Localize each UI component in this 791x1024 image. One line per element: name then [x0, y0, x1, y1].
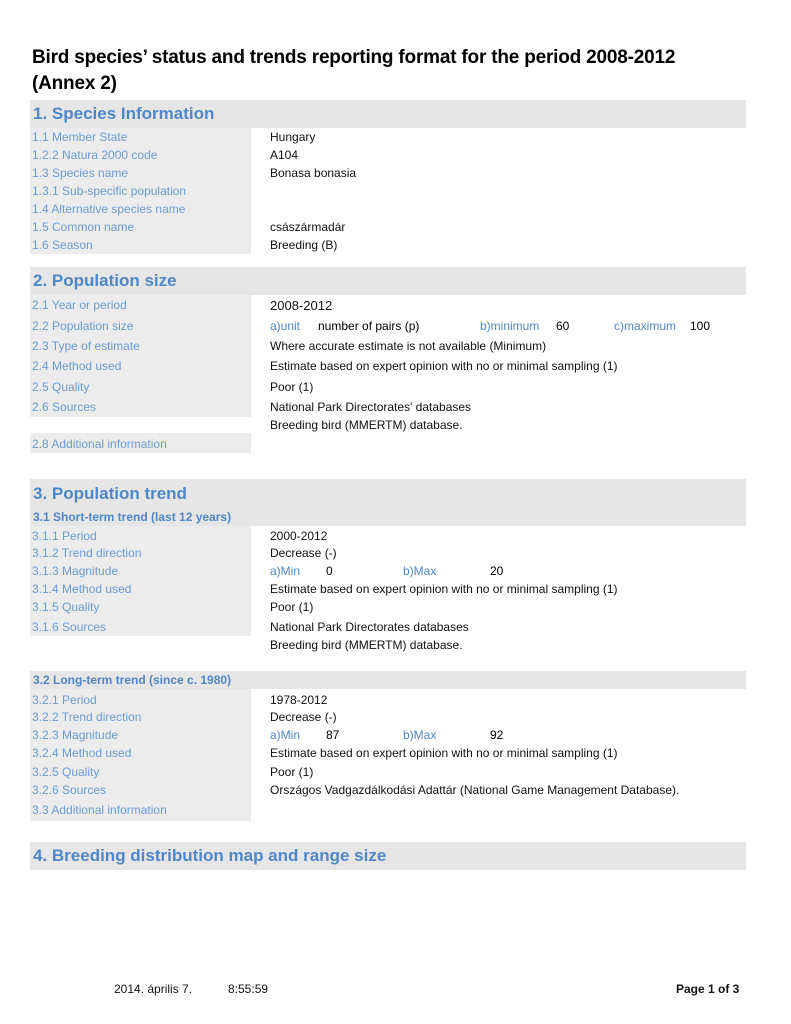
trend-additional-information-label: 3.3 Additional information [32, 803, 167, 817]
short-sources-label: 3.1.6 Sources [32, 620, 107, 634]
short-method-label: 3.1.4 Method used [32, 582, 132, 596]
unit-value: number of pairs (p) [318, 319, 420, 333]
short-method-value: Estimate based on expert opinion with no or minimal sampling (1) [270, 582, 618, 596]
natura-code-label: 1.2.2 Natura 2000 code [32, 148, 158, 162]
short-sources-line-2: Breeding bird (MMERTM) database. [270, 638, 463, 652]
short-sources-line-1: National Park Directorates databases [270, 620, 469, 634]
season-value: Breeding (B) [270, 238, 338, 252]
estimate-type-label: 2.3 Type of estimate [32, 339, 140, 353]
natura-code-value: A104 [270, 148, 299, 162]
sources-label: 2.6 Sources [32, 400, 97, 414]
title-line-1: Bird species’ status and trends reporting format for the period 2008-2012 [32, 47, 676, 68]
short-min-label: a)Min [270, 564, 301, 578]
sub-specific-population-label: 1.3.1 Sub-specific population [32, 184, 187, 198]
footer-time: 8:55:59 [228, 982, 269, 996]
long-magnitude-label: 3.2.3 Magnitude [32, 728, 119, 742]
additional-information-label: 2.8 Additional information [32, 437, 167, 451]
minimum-value: 60 [556, 319, 570, 333]
sources-line-2: Breeding bird (MMERTM) database. [270, 418, 463, 432]
short-period-label: 3.1.1 Period [32, 529, 97, 543]
short-quality-label: 3.1.5 Quality [32, 600, 100, 614]
long-period-value: 1978-2012 [270, 693, 328, 707]
long-period-label: 3.2.1 Period [32, 693, 97, 707]
long-quality-value: Poor (1) [270, 765, 314, 779]
unit-label: a)unit [270, 319, 301, 333]
maximum-value: 100 [690, 319, 711, 333]
common-name-label: 1.5 Common name [32, 220, 135, 234]
long-quality-label: 3.2.5 Quality [32, 765, 100, 779]
quality-label: 2.5 Quality [32, 380, 90, 394]
short-max-label: b)Max [403, 564, 437, 578]
short-period-value: 2000-2012 [270, 529, 328, 543]
section-3-heading: 3. Population trend [30, 479, 746, 509]
short-direction-label: 3.1.2 Trend direction [32, 546, 142, 560]
alternative-species-name-label: 1.4 Alternative species name [32, 202, 186, 216]
season-label: 1.6 Season [32, 238, 93, 252]
common-name-value: császármadár [270, 220, 346, 234]
method-used-value: Estimate based on expert opinion with no or minimal sampling (1) [270, 359, 618, 373]
long-max-label: b)Max [403, 728, 437, 742]
section-2-label-column [30, 295, 251, 417]
long-sources-label: 3.2.6 Sources [32, 783, 107, 797]
species-name-label: 1.3 Species name [32, 166, 129, 180]
population-size-label: 2.2 Population size [32, 319, 134, 333]
method-used-label: 2.4 Method used [32, 359, 122, 373]
member-state-label: 1.1 Member State [32, 130, 128, 144]
species-name-value: Bonasa bonasia [270, 166, 357, 180]
sources-line-1: National Park Directorates' databases [270, 400, 472, 414]
long-direction-value: Decrease (-) [270, 710, 337, 724]
short-max-value: 20 [490, 564, 504, 578]
long-direction-label: 3.2.2 Trend direction [32, 710, 142, 724]
long-max-value: 92 [490, 728, 504, 742]
document-title [32, 45, 752, 97]
section-2-heading: 2. Population size [30, 267, 746, 295]
long-min-value: 87 [326, 728, 340, 742]
maximum-label: c)maximum [614, 319, 676, 333]
long-min-label: a)Min [270, 728, 301, 742]
footer-date: 2014. április 7. [114, 982, 193, 996]
short-direction-value: Decrease (-) [270, 546, 337, 560]
year-period-label: 2.1 Year or period [32, 298, 127, 312]
short-quality-value: Poor (1) [270, 600, 314, 614]
section-1-heading: 1. Species Information [30, 100, 746, 128]
page-number: Page 1 of 3 [676, 982, 740, 996]
member-state-value: Hungary [270, 130, 316, 144]
long-sources-value: Országos Vadgazdálkodási Adattár (National Game Management Database). [270, 783, 680, 797]
minimum-label: b)minimum [480, 319, 540, 333]
year-period-value: 2008-2012 [270, 298, 333, 313]
quality-value: Poor (1) [270, 380, 314, 394]
long-method-label: 3.2.4 Method used [32, 746, 132, 760]
estimate-type-value: Where accurate estimate is not available (Minimum) [270, 339, 547, 353]
short-term-trend-heading: 3.1 Short-term trend (last 12 years) [30, 509, 746, 526]
long-term-trend-heading: 3.2 Long-term trend (since c. 1980) [30, 671, 746, 689]
section-4-heading: 4. Breeding distribution map and range size [30, 842, 746, 870]
short-min-value: 0 [326, 564, 333, 578]
long-method-value: Estimate based on expert opinion with no or minimal sampling (1) [270, 746, 618, 760]
short-magnitude-label: 3.1.3 Magnitude [32, 564, 119, 578]
title-line-2: (Annex 2) [32, 73, 117, 94]
